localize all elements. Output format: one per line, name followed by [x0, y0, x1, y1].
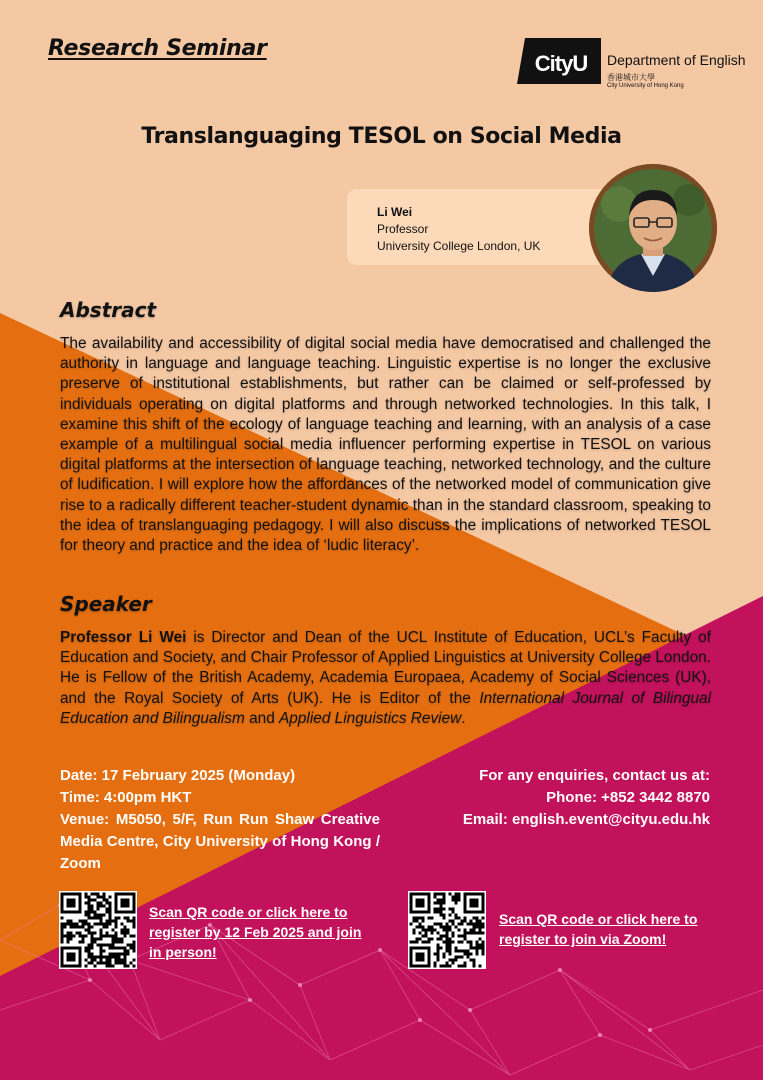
contact-phone: Phone: +852 3442 8870	[546, 789, 710, 806]
speaker-card-name: Li Wei	[377, 205, 413, 219]
speaker-bio-and: and	[244, 709, 280, 727]
qr-code-zoom[interactable]	[408, 891, 486, 969]
research-seminar-label: Research Seminar	[48, 36, 267, 61]
register-zoom-link[interactable]: Scan QR code or click here to register to join via Zoom!	[499, 911, 698, 947]
speaker-card-role: Professor	[377, 222, 429, 236]
logo-mark-text: CityU	[534, 51, 588, 76]
event-date: Date: 17 February 2025 (Monday)	[60, 767, 296, 784]
logo-university-name: City University of Hong Kong	[607, 83, 684, 89]
logo-chinese-name: 香港城市大學	[607, 73, 655, 82]
cityu-logo-mark	[517, 38, 601, 84]
journal-title-2: Applied Linguistics Review	[279, 709, 462, 727]
event-details	[60, 765, 380, 875]
portrait-image	[589, 164, 717, 292]
register-in-person-link[interactable]: Scan QR code or click here to register by 12 Feb 2025 and join in person!	[149, 904, 362, 960]
abstract-heading: Abstract	[60, 298, 157, 322]
speaker-bio-name: Professor Li Wei	[60, 629, 187, 646]
speaker-bio-end: .	[461, 709, 466, 727]
speaker-heading: Speaker	[60, 592, 152, 616]
cityu-logo	[517, 38, 746, 96]
qr-code-in-person[interactable]	[59, 891, 137, 969]
logo-department: Department of English	[607, 52, 746, 68]
speaker-bio-text: is Director and Dean of the UCL Institute of Education, UCL’s Faculty of Education and Society, and Chair Professor of Applied Linguistics at University College London. He is Fellow of the British Academy, Academia Europaea, Academy of Social Sciences (UK), and the Royal Society of Arts (UK). He is Editor of the	[60, 629, 711, 707]
event-venue: Venue: M5050, 5/F, Run Run Shaw Creative Media Centre, City University of Hong Kong / Zoom	[60, 811, 380, 872]
speaker-bio	[60, 628, 711, 729]
contact-email[interactable]: Email: english.event@cityu.edu.hk	[462, 811, 710, 828]
contact-heading: For any enquiries, contact us at:	[479, 767, 710, 784]
speaker-portrait	[589, 164, 717, 292]
abstract-text: The availability and accessibility of digital social media have democratised and challenged the authority in language and language teaching. Linguistic expertise is no longer the exclusive preserve of institutional establishments, but rather can be claimed or self-professed by individuals operating on digital platforms and through networked technologies. In this talk, I examine this shift of the ecology of language teaching and learning, with an analysis of a case example of a multilingual social media influencer performing expertise in TESOL on various digital platforms at the intersection of language teaching, networked technology, and the culture of ludification. I will explore how the affordances of the networked model of communication give rise to a radically different teacher-student dynamic than in the standard classroom, speaking to the idea of translanguaging pedagogy. I will also discuss the implications of networked TESOL for theory and practice and the idea of ‘ludic literacy’.	[60, 335, 711, 555]
journal-title-1: International Journal of Bilingual Education and Bilingualism	[60, 689, 711, 727]
contact-details	[390, 765, 710, 831]
qr-code-icon	[408, 891, 486, 969]
seminar-title: Translanguaging TESOL on Social Media	[141, 124, 622, 149]
qr-code-icon	[59, 891, 137, 969]
event-time: Time: 4:00pm HKT	[60, 789, 192, 806]
speaker-card-institution: University College London, UK	[377, 239, 541, 253]
